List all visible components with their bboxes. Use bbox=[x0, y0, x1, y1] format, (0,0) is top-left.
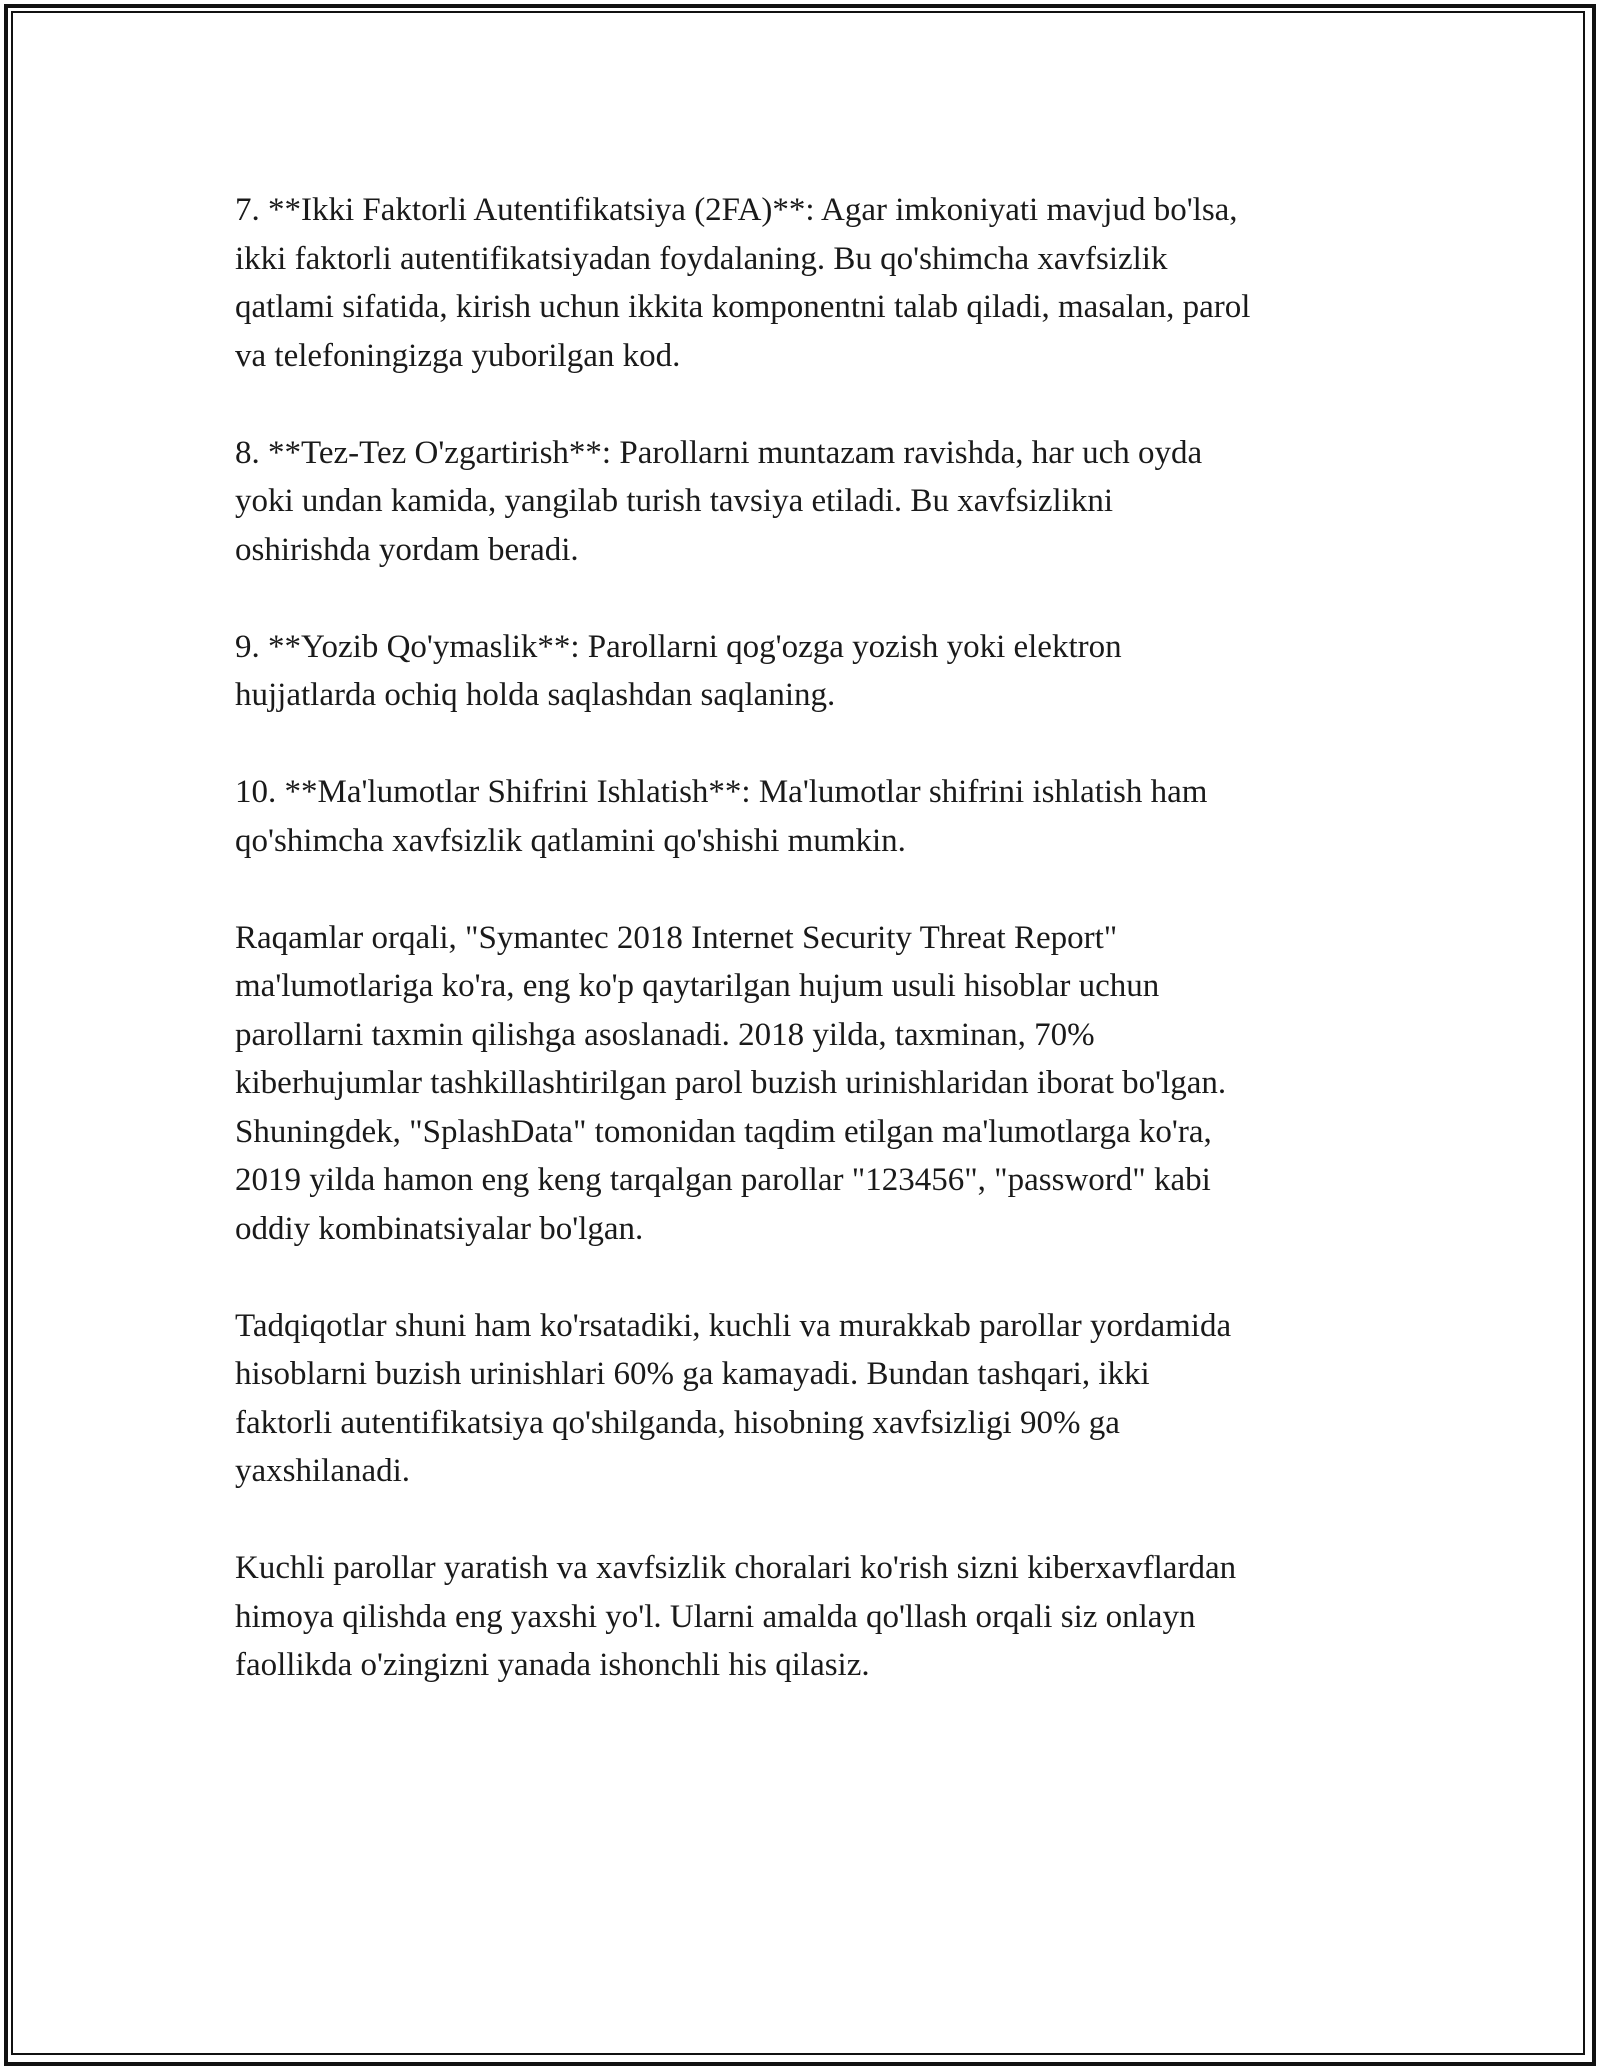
list-item-frequent-change: 8. **Tez-Tez O'zgartirish**: Parollarni muntazam ravishda, har uch oyda yoki undan kamida, yangilab turish tavsiya etiladi. Bu xavfsizlikni oshirishda yordam beradi. bbox=[235, 434, 1203, 568]
paragraph-research: Tadqiqotlar shuni ham ko'rsatadiki, kuchli va murakkab parollar yordamida hisoblarni buzish urinishlari 60% ga kamayadi. Bundan tashqari, ikki faktorli autentifikatsiya qo'shilganda, hisobning xavfsizligi 90% ga yaxshilanadi. bbox=[235, 1307, 1232, 1489]
list-item-no-writing: 9. **Yozib Qo'ymaslik**: Parollarni qog'ozga yozish yoki elektron hujjatlarda ochiq holda saqlashdan saqlaning. bbox=[235, 628, 1122, 713]
list-item-encryption: 10. **Ma'lumotlar Shifrini Ishlatish**: Ma'lumotlar shifrini ishlatish ham qo'shimcha xavfsizlik qatlamini qo'shishi mumkin. bbox=[235, 774, 1208, 859]
paragraph-conclusion: Kuchli parollar yaratish va xavfsizlik choralari ko'rish sizni kiberxavflardan himoya qilishda eng yaxshi yo'l. Ularni amalda qo'llash orqali siz onlayn faollikda o'zingizni yanada ishonchli his qilasiz. bbox=[235, 1550, 1237, 1683]
document-body bbox=[235, 186, 1385, 1738]
paragraph-statistics: Raqamlar orqali, "Symantec 2018 Internet Security Threat Report" ma'lumotlariga ko'ra, eng ko'p qaytarilgan hujum usuli hisoblar uchun parollarni taxmin qilishga asoslanadi. 2018 yilda, taxminan, 70% kiberhujumlar tashkillashtirilgan parol buzish urinishlaridan iborat bo'lgan. Shuningdek, "SplashData" tomonidan taqdim etilgan ma'lumotlarga ko'ra, 2019 yilda hamon eng keng tarqalgan parollar "123456", "password" kabi oddiy kombinatsiyalar bo'lgan. bbox=[235, 919, 1227, 1247]
list-item-2fa: 7. **Ikki Faktorli Autentifikatsiya (2FA)**: Agar imkoniyati mavjud bo'lsa, ikki faktorli autentifikatsiyadan foydalaning. Bu qo'shimcha xavfsizlik qatlami sifatida, kirish uchun ikkita komponentni talab qiladi, masalan, parol va telefoningizga yuborilgan kod. bbox=[235, 192, 1251, 374]
